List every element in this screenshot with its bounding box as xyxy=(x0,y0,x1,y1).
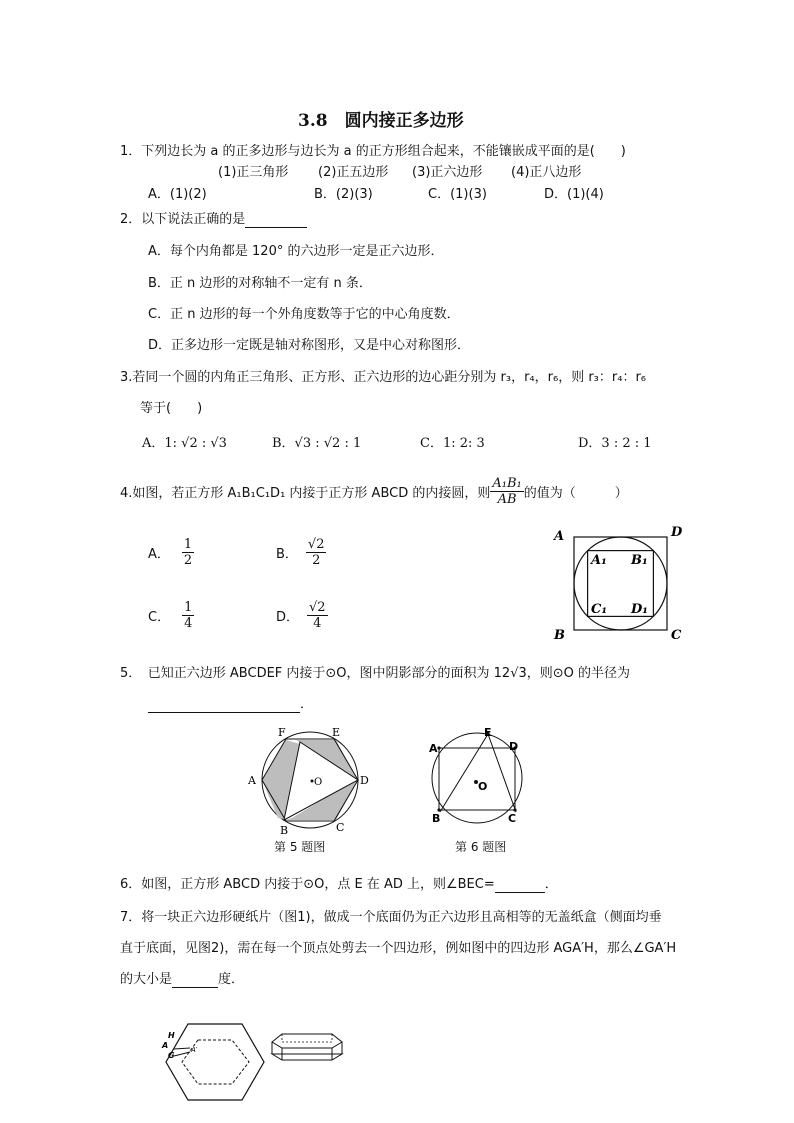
q4-ratio-denominator: AB xyxy=(497,492,517,507)
label-D: D xyxy=(671,525,683,540)
q1-option-c: C．(1)(3) xyxy=(428,187,487,202)
q1-item-4: (4)正八边形 xyxy=(511,165,582,180)
inscribed-square xyxy=(439,748,515,810)
label-O: O xyxy=(314,777,323,788)
q4-stem-post: 的值为（ ） xyxy=(523,486,628,501)
question-7-line-3 xyxy=(120,968,244,988)
label-D: D xyxy=(360,774,369,787)
q4-option-d-fraction xyxy=(307,600,328,631)
label-C: C xyxy=(671,628,682,643)
q4-option-c-den: 4 xyxy=(184,616,193,631)
question-3-stem: 3.若同一个圆的内角正三角形、正方形、正六边形的边心距分别为 r₃，r₄，r₆，则 r₃：r₄：r₆ xyxy=(120,370,647,385)
q1-item-3: (3)正六边形 xyxy=(412,165,483,180)
q7-figure-2 xyxy=(268,1030,348,1070)
question-2-stem xyxy=(120,208,307,228)
q4-stem-pre: 4.如图，若正方形 A₁B₁C₁D₁ 内接于正方形 ABCD 的内接圆，则 xyxy=(120,486,491,501)
q6-figure xyxy=(420,724,535,830)
q2-option-a: A．每个内角都是 120° 的六边形一定是正六边形． xyxy=(148,244,444,259)
q4-option-a-fraction xyxy=(182,537,194,568)
label-B: B xyxy=(432,812,441,825)
label-E: E xyxy=(484,726,492,739)
label-B: B xyxy=(554,628,565,643)
q4-option-b xyxy=(276,537,326,568)
q3-option-d: D．3 : 2 : 1 xyxy=(578,436,652,451)
line-bec xyxy=(440,734,519,812)
q3-option-b: B．√3 : √2 : 1 xyxy=(272,436,362,451)
q1-option-d: D．(1)(4) xyxy=(544,187,604,202)
q2-answer-blank xyxy=(245,212,307,228)
label-A-prime: A′ xyxy=(191,1046,198,1054)
q6-stem-text: 6．如图，正方形 ABCD 内接于⊙O，点 E 在 AD 上，则∠BEC= xyxy=(120,877,495,892)
label-H: H xyxy=(168,1031,175,1040)
q4-option-b-fraction xyxy=(306,537,327,568)
q6-tail: ． xyxy=(544,877,558,892)
label-C: C xyxy=(508,812,517,825)
q5-answer-line xyxy=(148,693,313,713)
q4-option-a-num: 1 xyxy=(183,537,193,552)
q4-ratio-numerator: A₁B₁ xyxy=(492,476,522,491)
q7-line3-post: 度． xyxy=(218,972,245,987)
q4-option-c-fraction xyxy=(182,600,194,631)
label-O: O xyxy=(478,780,488,793)
point-a xyxy=(437,746,440,749)
q6-answer-blank xyxy=(495,877,545,893)
q7-line3-pre: 的大小是 xyxy=(120,972,173,987)
label-F: F xyxy=(278,726,286,739)
cut-line-ha xyxy=(174,1048,190,1049)
box-top-rim xyxy=(272,1034,342,1048)
q4-option-b-num: √2 xyxy=(307,537,325,552)
label-A: A xyxy=(429,742,438,755)
q7-figure-1 xyxy=(160,1018,270,1104)
q4-option-d-den: 4 xyxy=(313,616,322,631)
label-A1: A₁ xyxy=(591,553,607,568)
q4-option-c-letter: C． xyxy=(148,610,171,625)
q4-option-b-den: 2 xyxy=(312,553,321,568)
question-1-stem: 1．下列边长为 a 的正多边形与边长为 a 的正方形组合起来，不能镶嵌成平面的是( ) xyxy=(120,144,626,159)
q4-option-a-letter: A． xyxy=(148,547,170,562)
q1-item-1: (1)正三角形 xyxy=(218,165,289,180)
question-3-stem-cont: 等于( ) xyxy=(140,401,203,416)
label-C1: C₁ xyxy=(591,602,608,617)
label-D1: D₁ xyxy=(631,602,648,617)
q4-option-a xyxy=(148,537,194,568)
question-6-stem xyxy=(120,873,558,893)
question-7-line-2: 直于底面，见图2)，需在每一个顶点处剪去一个四边形，例如图中的四边形 AGA′H，那么∠GA′H xyxy=(120,941,677,956)
q4-option-b-letter: B． xyxy=(276,547,298,562)
q4-option-a-den: 2 xyxy=(183,553,193,568)
q4-option-c xyxy=(148,600,194,631)
q4-figure xyxy=(548,522,688,648)
question-7-line-1: 7．将一块正六边形硬纸片（图1)，做成一个底面仍为正六边形且高相等的无盖纸盒（侧面均垂 xyxy=(120,910,662,925)
label-G: G xyxy=(168,1051,175,1060)
q4-option-d-letter: D． xyxy=(276,610,300,625)
q3-option-a: A．1: √2 : √3 xyxy=(142,436,227,451)
q4-ratio-fraction xyxy=(490,476,523,507)
q5-answer-blank xyxy=(148,697,300,713)
q4-option-c-num: 1 xyxy=(184,600,193,615)
q3-option-c: C．1: 2: 3 xyxy=(420,436,485,451)
q2-option-c: C．正 n 边形的每一个外角度数等于它的中心角度数． xyxy=(148,307,460,322)
label-B1: B₁ xyxy=(631,553,648,568)
q5-tail: ． xyxy=(300,697,314,712)
box-hidden-edges xyxy=(282,1034,332,1042)
label-E: E xyxy=(332,726,341,739)
q4-option-d-num: √2 xyxy=(309,600,326,615)
question-4-stem xyxy=(120,476,628,507)
q6-caption: 第 6 题图 xyxy=(455,840,507,854)
label-A: A xyxy=(554,529,565,544)
q5-figure xyxy=(240,724,375,842)
question-5-stem: 5． 已知正六边形 ABCDEF 内接于⊙O，图中阴影部分的面积为 12√3，则⊙O 的半径为 xyxy=(120,666,631,681)
q2-option-b: B．正 n 边形的对称轴不一定有 n 条． xyxy=(148,276,372,291)
q5-caption: 第 5 题图 xyxy=(274,840,326,854)
label-A: A xyxy=(162,1041,169,1050)
label-B: B xyxy=(280,824,289,837)
q1-option-a: A．(1)(2) xyxy=(148,187,207,202)
q4-option-d xyxy=(276,600,328,631)
q2-option-d: D．正多边形一定既是轴对称图形，又是中心对称图形． xyxy=(148,338,471,353)
q7-answer-blank xyxy=(172,972,218,988)
page-title: 3.8 圆内接正多边形 xyxy=(298,111,464,131)
q1-item-2: (2)正五边形 xyxy=(318,165,389,180)
q1-option-b: B．(2)(3) xyxy=(314,187,373,202)
q2-stem-text: 2．以下说法正确的是 xyxy=(120,212,246,227)
label-A: A xyxy=(248,774,256,787)
label-D: D xyxy=(509,740,519,753)
label-C: C xyxy=(336,821,345,834)
